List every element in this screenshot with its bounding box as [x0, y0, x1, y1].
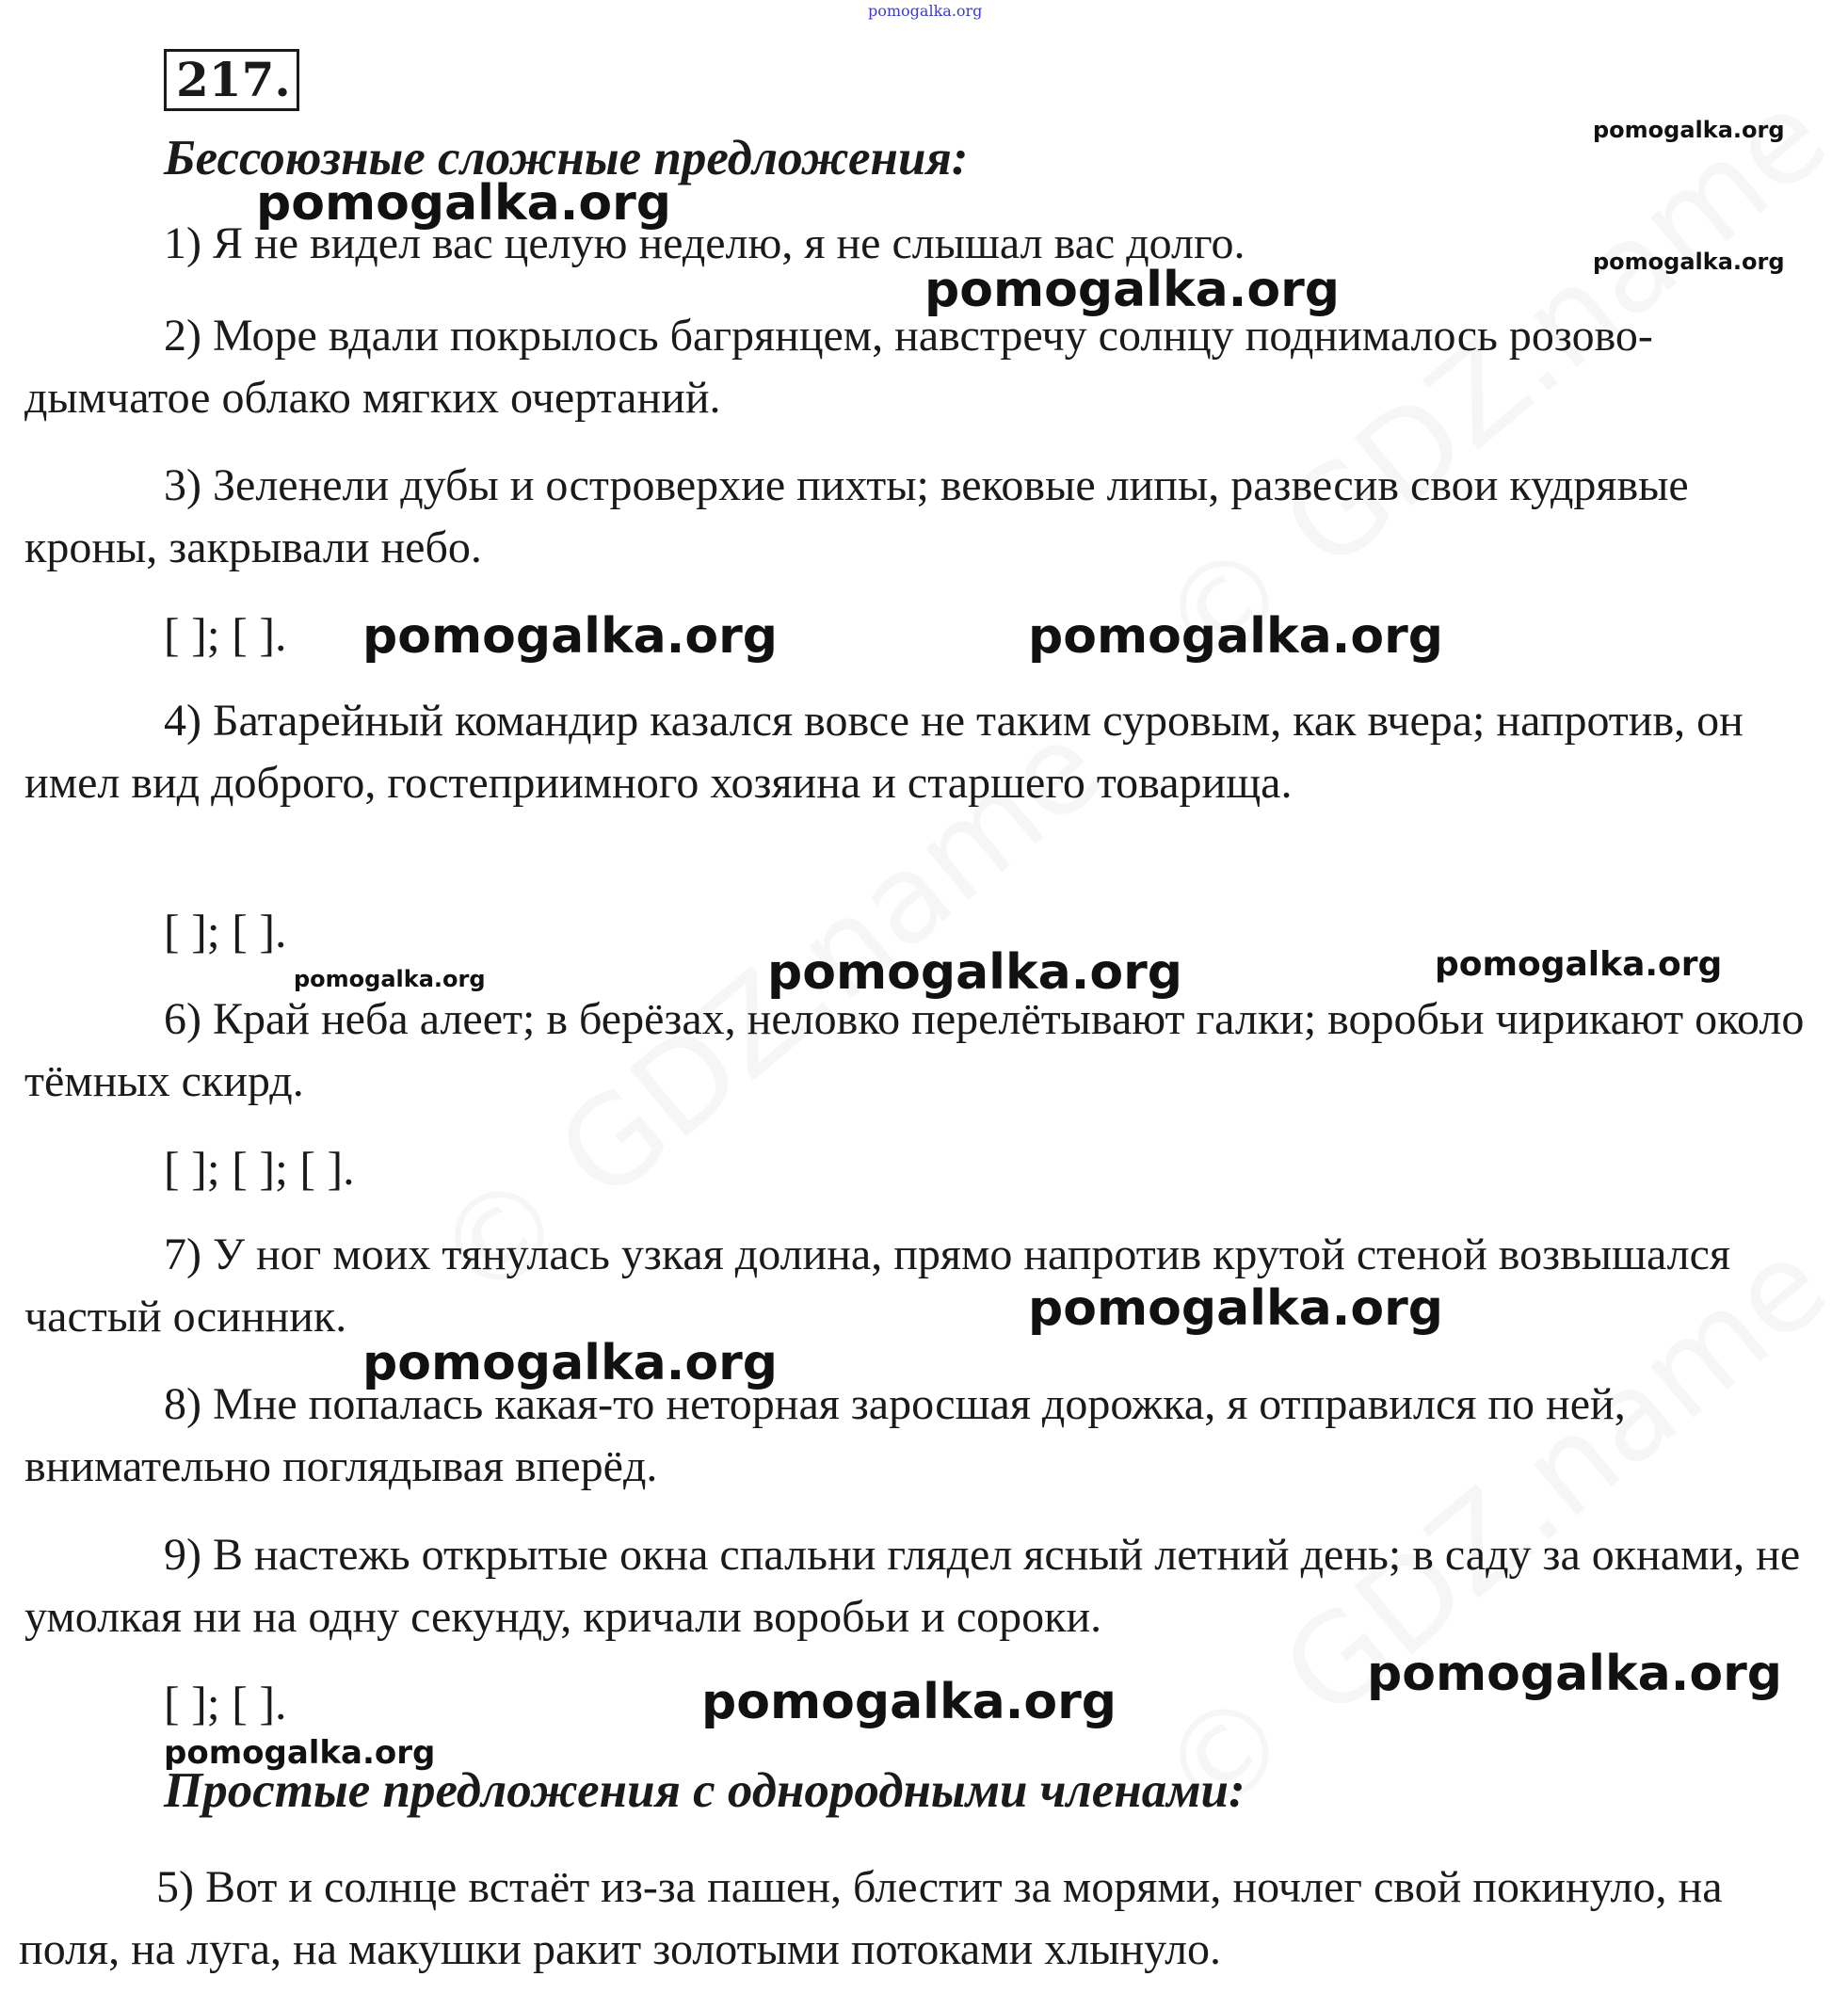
sentence-1: 1) Я не видел вас целую неделю, я не слышал вас долго.: [164, 218, 1245, 268]
watermark: pomogalka.org: [1593, 249, 1785, 275]
watermark: pomogalka.org: [1028, 1280, 1444, 1337]
section-heading-homogeneous: Простые предложения с однородными членами:: [164, 1763, 1245, 1818]
scheme-sentence-6: [ ]; [ ]; [ ].: [164, 1142, 355, 1195]
sentence-3: 3) Зеленели дубы и островерхие пихты; вековые липы, развесив свои кудрявые кроны, закрывали небо.: [24, 460, 1689, 572]
task-number: 217.: [164, 49, 299, 111]
top-watermark: pomogalka.org: [868, 2, 983, 20]
section-heading-asyndetic: Бессоюзные сложные предложения:: [164, 131, 969, 185]
sentence-4: 4) Батарейный командир казался вовсе не таким суровым, как вчера; напротив, он имел вид доброго, гостеприимного хозяина и старшего товарища.: [24, 696, 1744, 808]
sentence-5: 5) Вот и солнце встаёт из-за пашен, блестит за морями, ночлег свой покинуло, на поля, на луга, на макушки ракит золотыми потоками хлынуло.: [19, 1862, 1723, 1974]
watermark: pomogalka.org: [362, 608, 779, 665]
watermark: pomogalka.org: [294, 966, 486, 992]
watermark: pomogalka.org: [701, 1674, 1117, 1730]
sentence-6: 6) Край неба алеет; в берёзах, неловко перелётывают галки; воробьи чирикают около тёмных скирд.: [24, 994, 1805, 1106]
watermark: pomogalka.org: [767, 944, 1183, 1001]
watermark: pomogalka.org: [1367, 1646, 1783, 1702]
watermark: pomogalka.org: [164, 1734, 436, 1772]
watermark: pomogalka.org: [924, 262, 1341, 318]
scheme-sentence-9: [ ]; [ ].: [164, 1677, 287, 1729]
watermark: pomogalka.org: [1435, 945, 1723, 984]
scheme-sentence-3: [ ]; [ ].: [164, 608, 287, 661]
sentence-8: 8) Мне попалась какая-то неторная заросшая дорожка, я отправился по ней, внимательно поглядывая вперёд.: [24, 1379, 1626, 1491]
scheme-sentence-4: [ ]; [ ].: [164, 905, 287, 957]
sentence-9: 9) В настежь открытые окна спальни глядел ясный летний день; в саду за окнами, не умолкая ни на одну секунду, кричали воробьи и сороки.: [24, 1530, 1801, 1642]
watermark: pomogalka.org: [1028, 608, 1444, 665]
watermark: pomogalka.org: [362, 1335, 779, 1391]
sentence-7: 7) У ног моих тянулась узкая долина, прямо напротив крутой стеной возвышался частый осинник.: [24, 1230, 1731, 1342]
sentence-2: 2) Море вдали покрылось багрянцем, навстречу солнцу поднималось розово-дымчатое облако мягких очертаний.: [24, 311, 1653, 423]
watermark: pomogalka.org: [1593, 117, 1785, 143]
watermark: pomogalka.org: [256, 175, 672, 232]
